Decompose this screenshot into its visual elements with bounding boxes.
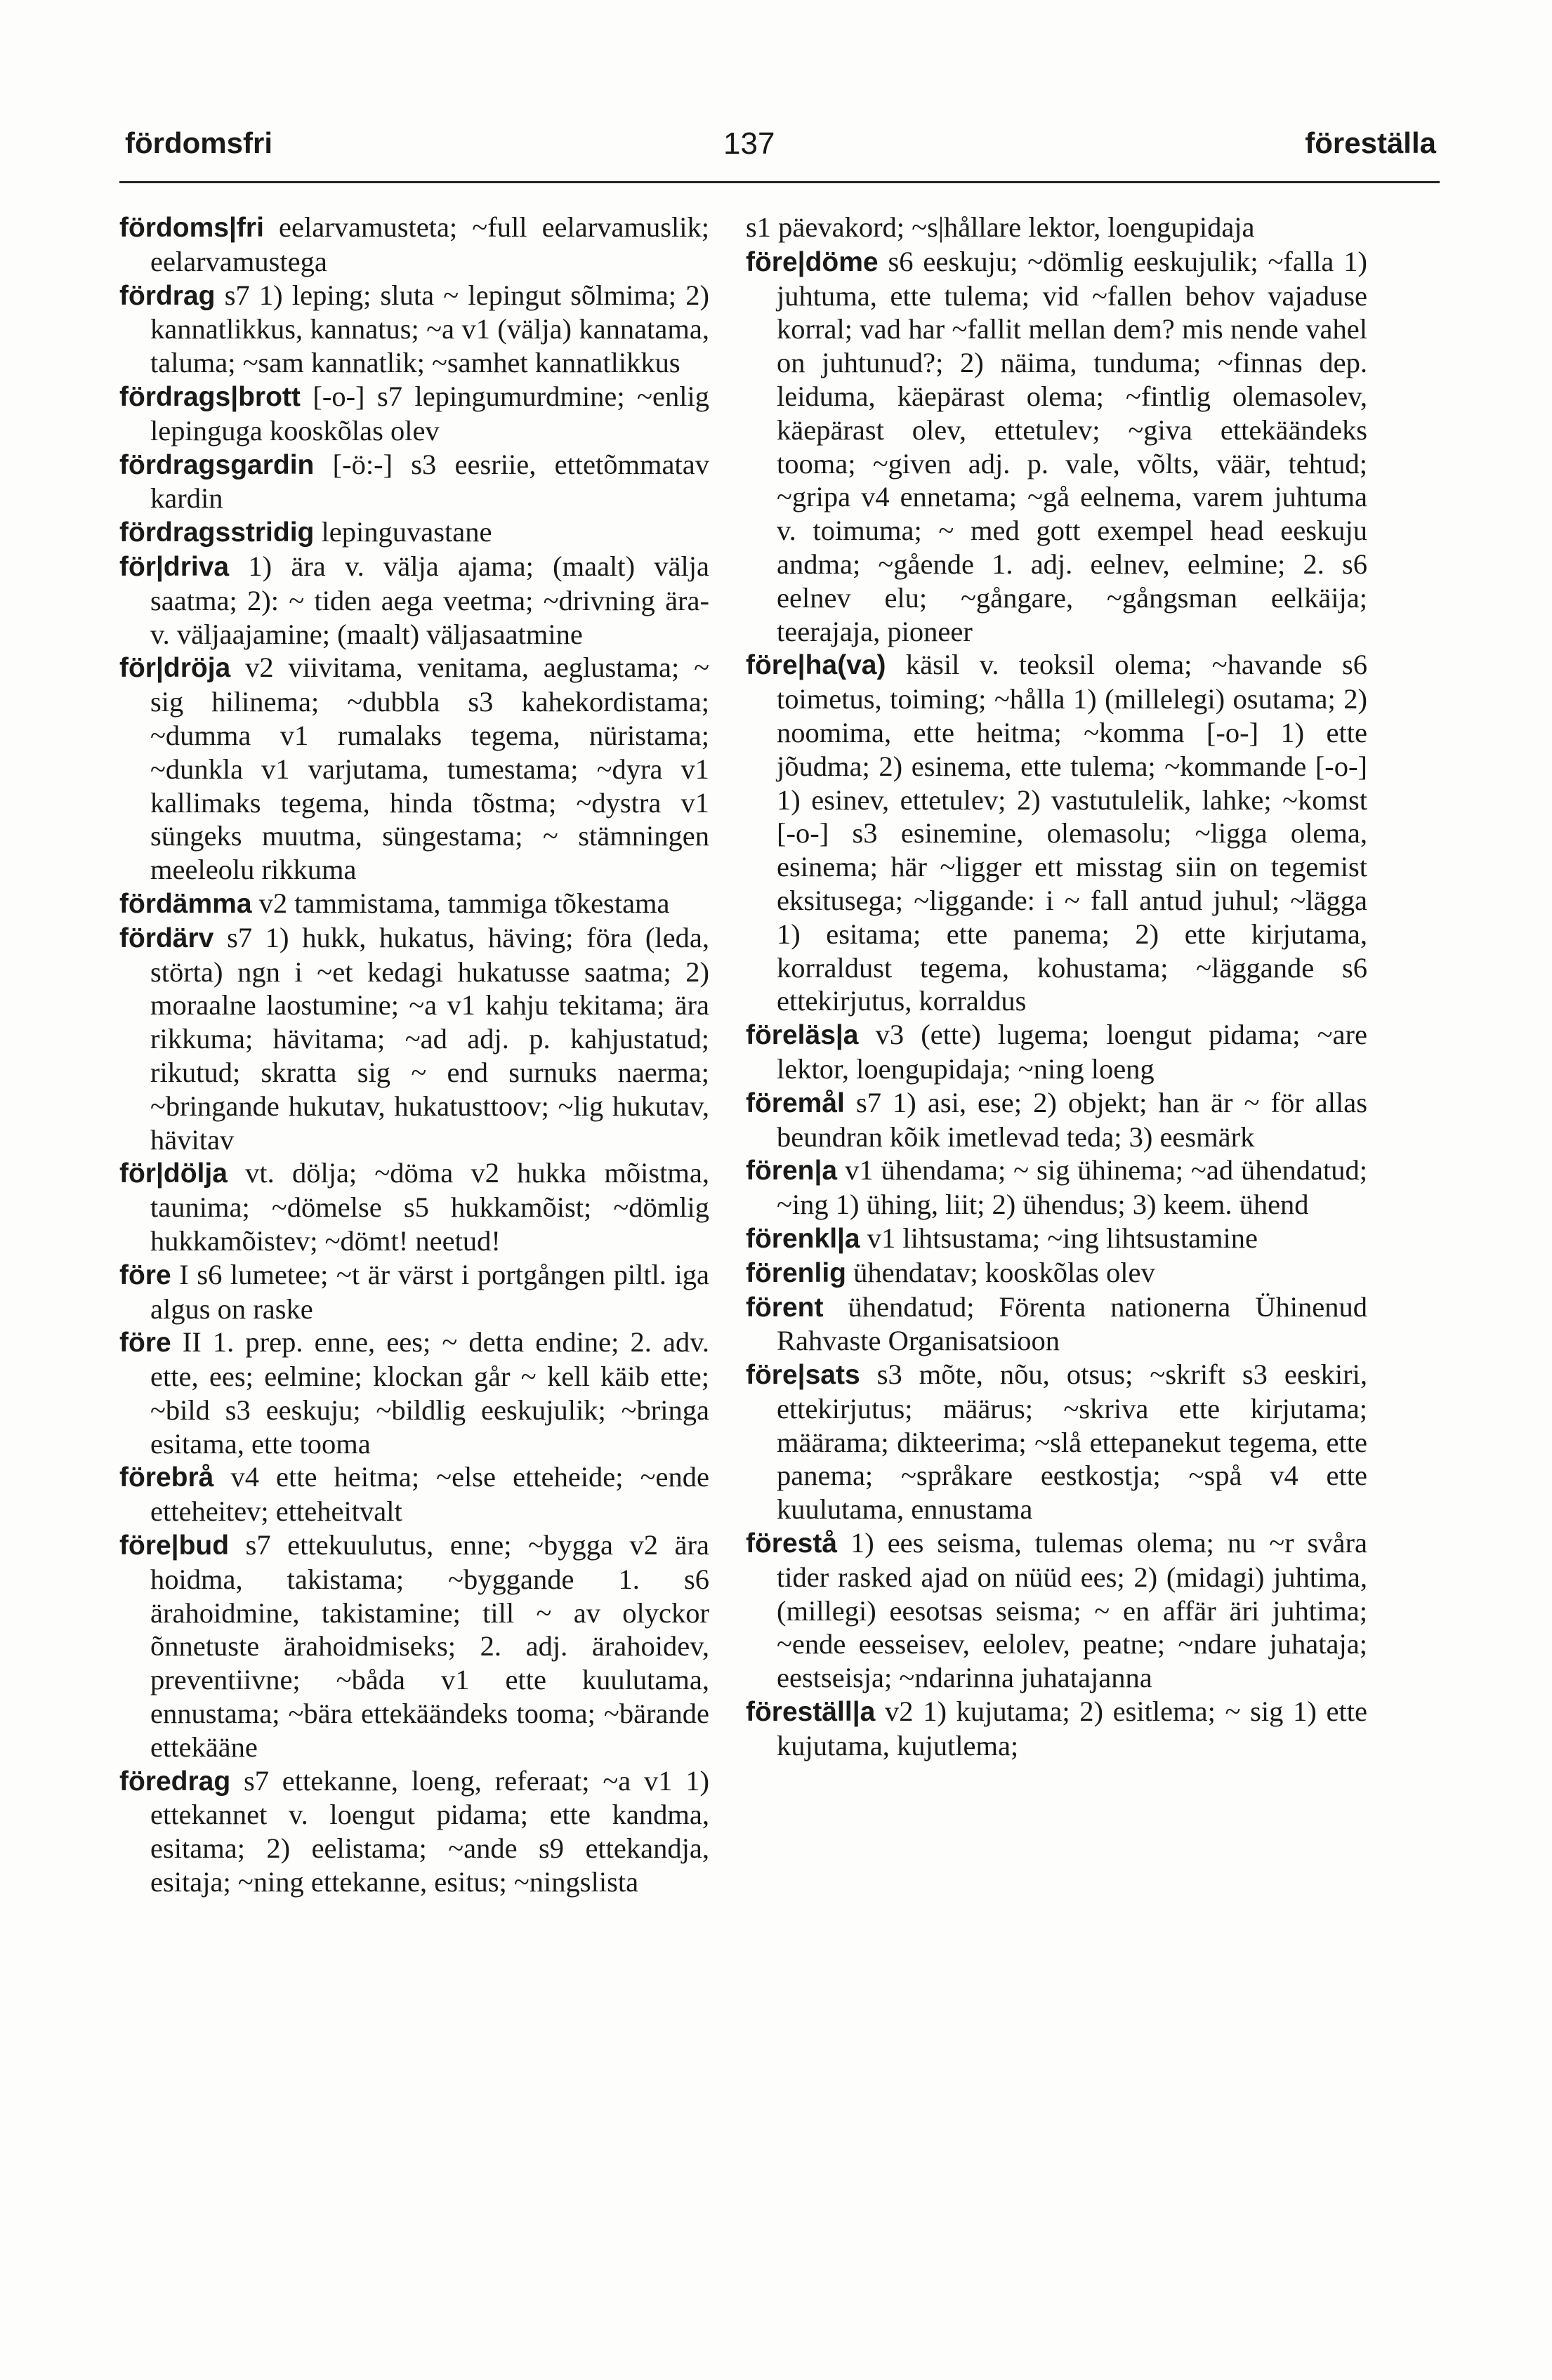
definition: vt. dölja; ~döma v2 hukka mõistma, taunima; ~dömelse s5 hukkamõist; ~dömlig hukkamõistev; ~dömt! neetud! [150, 1157, 709, 1257]
dictionary-entry [119, 211, 709, 279]
headword: föremål [746, 1087, 845, 1118]
headword: fördragsgardin [119, 449, 315, 480]
dictionary-entry [119, 1528, 709, 1764]
dictionary-entry [746, 1290, 1367, 1358]
headword: för|driva [119, 551, 230, 582]
header-rule [119, 181, 1440, 183]
headword: förebrå [119, 1462, 214, 1493]
headword: fördoms|fri [119, 213, 264, 243]
headword: förenkl|a [746, 1223, 860, 1254]
headword: fördämma [119, 888, 252, 919]
left-guide-word: fördomsfri [125, 126, 272, 159]
right-column [746, 211, 1367, 1763]
headword: föreläs|a [746, 1020, 859, 1051]
dictionary-entry [746, 1018, 1367, 1086]
definition: v1 lihtsustama; ~ing lihtsustamine [860, 1222, 1258, 1254]
headword: fördrags|brott [119, 381, 301, 412]
definition: s7 1) hukk, hukatus, häving; föra (leda, störta) ngn i ~et kedagi hukatusse saatma; 2) moraalne laostumine; ~a v1 kahju tekitama; ära rikkuma; hävitama; ~ad adj. p. kahjustatud; rikutud; skratta sig ~ end surnuks naerma; ~bringande hukutav, hukatusttoov; ~lig hukutav, hävitav [150, 921, 709, 1156]
definition: ühendatud; Förenta nationerna Ühinenud Rahvaste Organisatsioon [777, 1290, 1367, 1357]
dictionary-entry [119, 448, 709, 516]
dictionary-entry [746, 211, 1367, 245]
dictionary-entry [119, 380, 709, 448]
dictionary-entry [746, 1256, 1367, 1290]
definition: I s6 lumetee; ~t är värst i portgången piltl. iga algus on raske [150, 1258, 709, 1325]
definition: lepinguvastane [314, 516, 492, 548]
definition: v4 ette heitma; ~else etteheide; ~ende etteheitev; etteheitvalt [150, 1461, 709, 1528]
headword: fördragsstridig [119, 517, 315, 548]
dictionary-entry [119, 1258, 709, 1326]
headword: före [119, 1260, 171, 1290]
definition: ühendatav; kooskõlas olev [846, 1256, 1155, 1288]
dictionary-entry [119, 1325, 709, 1460]
page-number: 137 [723, 126, 775, 161]
definition: s7 1) leping; sluta ~ lepingut sõlmima; 2) kannatlikkus, kannatus; ~a v1 (välja) kannatama, taluma; ~sam kannatlik; ~samhet kannatlikkus [150, 279, 709, 379]
definition: s6 eeskuju; ~dömlig eeskujulik; ~falla 1) juhtuma, ette tulema; vid ~fallen behov vajaduse korral; vad har ~fallit mellan dem? mis nende vahel on juhtunud?; 2) näima, tunduma; ~finnas dep. leiduma, käepärast olema; ~fintlig olemasolev, käepärast olev, ettetulev; ~giva ettekäändeks tooma; ~given adj. p. vale, võlts, väär, tehtud; ~gripa v4 ennetama; ~gå eelnema, varem juhtuma v. toimuma; ~ med gott exempel head eeskuju andma; ~gående 1. adj. eelnev, eelmine; 2. s6 eelnev elu; ~gångare, ~gångsman eelkäija; teerajaja, pioneer [777, 245, 1367, 647]
headword: före|sats [746, 1360, 860, 1391]
headword: före [119, 1328, 171, 1358]
headword: före|döme [746, 246, 879, 277]
headword: före|ha(va) [746, 650, 886, 681]
dictionary-entry [746, 648, 1367, 1018]
definition: s1 päevakord; ~s|hållare lektor, loengupidaja [746, 211, 1255, 243]
headword: föredrag [119, 1766, 231, 1797]
dictionary-entry [746, 245, 1367, 649]
definition: s7 1) asi, ese; 2) objekt; han är ~ för allas beundran kõik imetlevad teda; 3) eesmärk [777, 1086, 1367, 1153]
definition: eelarvamusteta; ~full eelarvamuslik; eelarvamustega [150, 211, 709, 277]
definition: käsil v. teoksil olema; ~havande s6 toimetus, toiming; ~hålla 1) (millelegi) osutama; 2) noomima, ette heitma; ~komma [-o-] 1) ette jõudma; 2) esinema, ette tulema; ~kommande [-o-] 1) esinev, ettetulev; 2) vastutulelik, lahke; ~komst [-o-] s3 esinemine, olemasolu; ~ligga olema, esinema; här ~ligger ett misstag siin on tegemist eksitusega; ~liggande: i ~ fall antud juhul; ~lägga 1) esitama; ette panema; 2) ette kirjutama, korraldust tegema, kohustama; ~läggande s6 ettekirjutus, korraldus [777, 649, 1367, 1017]
definition: II 1. prep. enne, ees; ~ detta endine; 2. adv. ette, ees; eelmine; klockan går ~ kell käib ette; ~bild s3 eeskuju; ~bildlig eeskujulik; ~bringa esitama, ette tooma [150, 1326, 709, 1460]
definition: v3 (ette) lugema; loengut pidama; ~are lektor, loengupidaja; ~ning loeng [777, 1019, 1367, 1085]
headword: för|dölja [119, 1158, 228, 1189]
dictionary-entry [746, 1222, 1367, 1256]
definition: v2 tammistama, tammiga tõkestama [251, 887, 670, 919]
headword: förestå [746, 1528, 838, 1559]
headword: fördrag [119, 280, 216, 311]
right-guide-word: föreställa [1305, 126, 1436, 159]
definition: s3 mõte, nõu, otsus; ~skrift s3 eeskiri, ettekirjutus; määrus; ~skriva ette kirjutama; määrama; dikteerima; ~slå ettepanekut tegema, ette panema; ~språkare eestkostja; ~spå v4 ette kuulutama, ennustama [777, 1358, 1367, 1526]
dictionary-entry [119, 550, 709, 651]
definition: v2 1) kujutama; 2) esitlema; ~ sig 1) ette kujutama, kujutlema; [777, 1695, 1367, 1761]
headword: fören|a [746, 1156, 838, 1186]
definition: [-o-] s7 lepingumurdmine; ~enlig lepinguga kooskõlas olev [150, 380, 709, 447]
dictionary-entry [119, 1764, 709, 1899]
dictionary-entry [746, 1358, 1367, 1526]
definition: v2 viivitama, venitama, aeglustama; ~ sig hilinema; ~dubbla s3 kahekordistama; ~dumma v1 rumalaks tegema, nüristama; ~dunkla v1 varjutama, tumestama; ~dyra v1 kallimaks tegema, hinda tõstma; ~dystra v1 süngeks muutma, süngestama; ~ stämningen meeleolu rikkuma [150, 652, 709, 886]
headword: föreställ|a [746, 1697, 876, 1728]
dictionary-entry [746, 1086, 1367, 1154]
headword: fördärv [119, 923, 214, 953]
definition: v1 ühendama; ~ sig ühinema; ~ad ühendatud; ~ing 1) ühing, liit; 2) ühendus; 3) keem. ühend [777, 1154, 1367, 1221]
dictionary-entry [119, 921, 709, 1157]
headword: förent [746, 1292, 824, 1323]
dictionary-entry [119, 887, 709, 921]
headword: före|bud [119, 1531, 230, 1561]
dictionary-entry [119, 515, 709, 550]
dictionary-entry [746, 1153, 1367, 1222]
definition: s7 ettekanne, loeng, referaat; ~a v1 1) ettekannet v. loengut pidama; ette kandma, esitama; 2) eelistama; ~ande s9 ettekandja, esitaja; ~ning ettekanne, esitus; ~ningslista [150, 1764, 709, 1898]
dictionary-entry [119, 1460, 709, 1528]
dictionary-entry [746, 1526, 1367, 1695]
definition: 1) ees seisma, tulemas olema; nu ~r svåra tider rasked ajad on nüüd ees; 2) (midagi) juhtima, (millegi) eesotsas seisma; ~ en affär äri juhtima; ~ende eesseisev, eelolev, peatne; ~ndare juhataja; eestseisja; ~ndarinna juhatajanna [777, 1527, 1367, 1694]
definition: [-ö:-] s3 eesriie, ettetõmmatav kardin [150, 448, 709, 515]
dictionary-entry [746, 1695, 1367, 1763]
headword: förenlig [746, 1257, 846, 1288]
definition: s7 ettekuulutus, enne; ~bygga v2 ära hoidma, takistama; ~byggande 1. s6 ärahoidmine, takistamine; till ~ av olyckor õnnetuste ärahoidmiseks; 2. adj. ärahoidev, preventiivne; ~båda v1 ette kuulutama, ennustama; ~bära ettekäändeks tooma; ~bärande ettekääne [150, 1529, 709, 1763]
dictionary-entry [119, 279, 709, 380]
dictionary-entry [119, 651, 709, 887]
left-column [119, 211, 709, 1899]
headword: för|dröja [119, 653, 231, 684]
dictionary-entry [119, 1156, 709, 1257]
definition: 1) ära v. välja ajama; (maalt) välja saatma; 2): ~ tiden aega veetma; ~drivning ära- v. väljaajamine; (maalt) väljasaatmine [150, 550, 709, 650]
